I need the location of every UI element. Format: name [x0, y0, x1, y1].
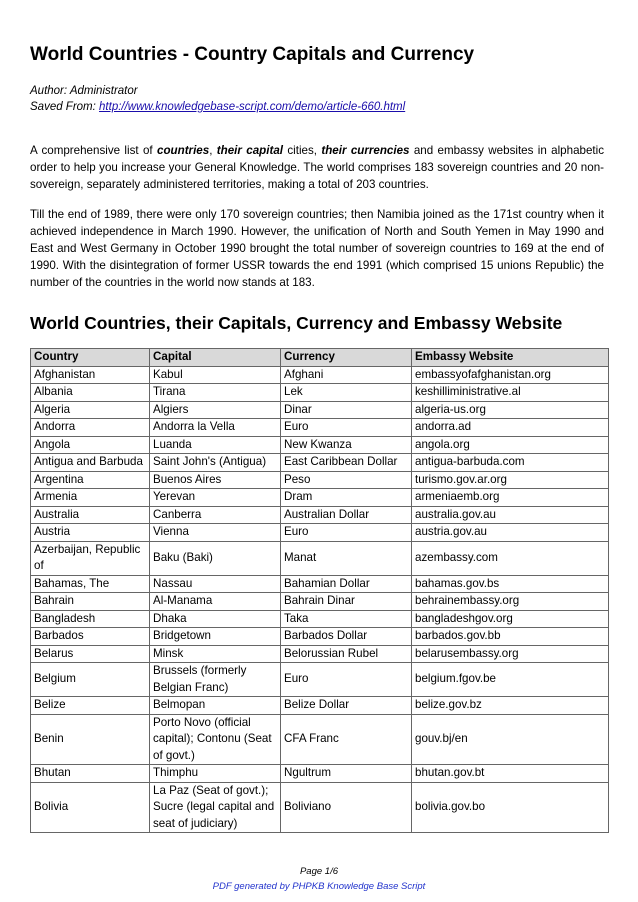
cell-capital: Tirana	[150, 384, 281, 402]
cell-embassy-website: belize.gov.bz	[412, 697, 609, 715]
cell-currency: Dram	[281, 489, 412, 507]
page-title: World Countries - Country Capitals and Currency	[30, 44, 475, 65]
cell-country: Albania	[31, 384, 150, 402]
cell-embassy-website: turismo.gov.ar.org	[412, 471, 609, 489]
intro-text-4: and embassy websites in alphabetic order to help you increase your General Knowledge. The world comprises 183 sovereign countries and 20 non-sovereign, separately administered territories, making a total of 203 countries.	[30, 144, 605, 191]
cell-country: Bahamas, The	[31, 575, 150, 593]
cell-embassy-website: armeniaemb.org	[412, 489, 609, 507]
cell-capital: Minsk	[150, 645, 281, 663]
cell-embassy-website: azembassy.com	[412, 541, 609, 575]
table-row	[31, 610, 609, 628]
cell-capital: Canberra	[150, 506, 281, 524]
cell-country: Azerbaijan, Republic of	[31, 541, 150, 575]
cell-embassy-website: gouv.bj/en	[412, 714, 609, 765]
cell-country: Andorra	[31, 419, 150, 437]
author-line	[30, 83, 405, 99]
cell-embassy-website: behrainembassy.org	[412, 593, 609, 611]
intro-text-2: ,	[209, 144, 217, 157]
cell-embassy-website: angola.org	[412, 436, 609, 454]
cell-currency: CFA Franc	[281, 714, 412, 765]
table-row	[31, 366, 609, 384]
cell-currency: Barbados Dollar	[281, 628, 412, 646]
cell-currency: Euro	[281, 524, 412, 542]
cell-currency: Euro	[281, 419, 412, 437]
table-row	[31, 645, 609, 663]
cell-capital: Belmopan	[150, 697, 281, 715]
cell-country: Barbados	[31, 628, 150, 646]
cell-country: Antigua and Barbuda	[31, 454, 150, 472]
cell-capital: Kabul	[150, 366, 281, 384]
cell-capital: La Paz (Seat of govt.); Sucre (legal capital and seat of judiciary)	[150, 782, 281, 833]
cell-country: Algeria	[31, 401, 150, 419]
table-row	[31, 454, 609, 472]
cell-capital: Vienna	[150, 524, 281, 542]
cell-currency: Lek	[281, 384, 412, 402]
cell-currency: Boliviano	[281, 782, 412, 833]
table-row	[31, 575, 609, 593]
table-row	[31, 782, 609, 833]
table-row	[31, 628, 609, 646]
cell-capital: Brussels (formerly Belgian Franc)	[150, 663, 281, 697]
cell-country: Bangladesh	[31, 610, 150, 628]
cell-currency: Peso	[281, 471, 412, 489]
intro-bold-currencies: their currencies	[321, 144, 410, 157]
cell-embassy-website: keshilliministrative.al	[412, 384, 609, 402]
cell-country: Belarus	[31, 645, 150, 663]
author-label: Author:	[30, 85, 68, 97]
table-row	[31, 593, 609, 611]
history-paragraph: Till the end of 1989, there were only 170 sovereign countries; then Namibia joined as the 171st country when it achieved independence in March 1990. However, the unification of North and South Yemen in May 1990 and East and West Germany in October 1990 brought the total number of sovereign countries to 169 at the end of 1990. With the disintegration of former USSR towards the end 1991 (which comprised 15 unions Republic) the number of the countries in the world now stands at 183.	[30, 208, 604, 289]
table-row	[31, 436, 609, 454]
cell-capital: Buenos Aires	[150, 471, 281, 489]
cell-country: Bhutan	[31, 765, 150, 783]
cell-embassy-website: austria.gov.au	[412, 524, 609, 542]
intro-bold-capital: their capital	[216, 144, 283, 157]
table-body	[31, 366, 609, 833]
cell-capital: Baku (Baki)	[150, 541, 281, 575]
section-title: World Countries, their Capitals, Currency and Embassy Website	[30, 313, 563, 333]
saved-from-line	[30, 99, 405, 115]
cell-currency: Manat	[281, 541, 412, 575]
cell-country: Argentina	[31, 471, 150, 489]
cell-capital: Yerevan	[150, 489, 281, 507]
cell-embassy-website: algeria-us.org	[412, 401, 609, 419]
table-row	[31, 697, 609, 715]
cell-capital: Luanda	[150, 436, 281, 454]
cell-country: Bahrain	[31, 593, 150, 611]
cell-capital: Bridgetown	[150, 628, 281, 646]
cell-country: Bolivia	[31, 782, 150, 833]
header-country: Country	[31, 349, 150, 367]
cell-capital: Algiers	[150, 401, 281, 419]
table-row	[31, 663, 609, 697]
table-row	[31, 471, 609, 489]
intro-text-3: cities,	[283, 144, 322, 157]
cell-embassy-website: bhutan.gov.bt	[412, 765, 609, 783]
cell-currency: Taka	[281, 610, 412, 628]
saved-from-label: Saved From:	[30, 101, 96, 113]
page-number: Page 1/6	[299, 866, 339, 877]
cell-currency: Bahrain Dinar	[281, 593, 412, 611]
cell-capital: Dhaka	[150, 610, 281, 628]
cell-embassy-website: bolivia.gov.bo	[412, 782, 609, 833]
cell-currency: Dinar	[281, 401, 412, 419]
header-embassy-website: Embassy Website	[412, 349, 609, 367]
cell-currency: Euro	[281, 663, 412, 697]
cell-capital: Porto Novo (official capital); Contonu (Seat of govt.)	[150, 714, 281, 765]
table-row	[31, 506, 609, 524]
table-header-row	[31, 349, 609, 367]
cell-country: Australia	[31, 506, 150, 524]
cell-currency: New Kwanza	[281, 436, 412, 454]
cell-country: Armenia	[31, 489, 150, 507]
table-row	[31, 524, 609, 542]
cell-country: Belize	[31, 697, 150, 715]
cell-country: Benin	[31, 714, 150, 765]
cell-currency: Bahamian Dollar	[281, 575, 412, 593]
table-row	[31, 765, 609, 783]
countries-table	[30, 348, 609, 833]
cell-currency: East Caribbean Dollar	[281, 454, 412, 472]
cell-currency: Belorussian Rubel	[281, 645, 412, 663]
cell-embassy-website: bahamas.gov.bs	[412, 575, 609, 593]
cell-capital: Saint John's (Antigua)	[150, 454, 281, 472]
cell-capital: Thimphu	[150, 765, 281, 783]
generated-by: PDF generated by PHPKB Knowledge Base Script	[212, 881, 426, 892]
cell-currency: Ngultrum	[281, 765, 412, 783]
cell-embassy-website: andorra.ad	[412, 419, 609, 437]
header-capital: Capital	[150, 349, 281, 367]
cell-embassy-website: embassyofafghanistan.org	[412, 366, 609, 384]
intro-bold-countries: countries	[157, 144, 210, 157]
cell-embassy-website: belarusembassy.org	[412, 645, 609, 663]
saved-from-link[interactable]: http://www.knowledgebase-script.com/demo/article-660.html	[99, 101, 406, 113]
table-row	[31, 489, 609, 507]
cell-country: Afghanistan	[31, 366, 150, 384]
article-meta	[30, 83, 405, 115]
header-currency: Currency	[281, 349, 412, 367]
cell-country: Angola	[31, 436, 150, 454]
cell-capital: Al-Manama	[150, 593, 281, 611]
cell-embassy-website: antigua-barbuda.com	[412, 454, 609, 472]
cell-embassy-website: barbados.gov.bb	[412, 628, 609, 646]
table-row	[31, 401, 609, 419]
table-row	[31, 714, 609, 765]
cell-country: Belgium	[31, 663, 150, 697]
cell-embassy-website: australia.gov.au	[412, 506, 609, 524]
intro-paragraph	[30, 142, 604, 193]
cell-currency: Afghani	[281, 366, 412, 384]
cell-embassy-website: bangladeshgov.org	[412, 610, 609, 628]
cell-country: Austria	[31, 524, 150, 542]
table-row	[31, 419, 609, 437]
cell-capital: Andorra la Vella	[150, 419, 281, 437]
table-row	[31, 541, 609, 575]
cell-embassy-website: belgium.fgov.be	[412, 663, 609, 697]
intro-text-1: A comprehensive list of	[30, 144, 157, 157]
cell-capital: Nassau	[150, 575, 281, 593]
cell-currency: Australian Dollar	[281, 506, 412, 524]
author-name: Administrator	[69, 85, 138, 97]
cell-currency: Belize Dollar	[281, 697, 412, 715]
table-row	[31, 384, 609, 402]
